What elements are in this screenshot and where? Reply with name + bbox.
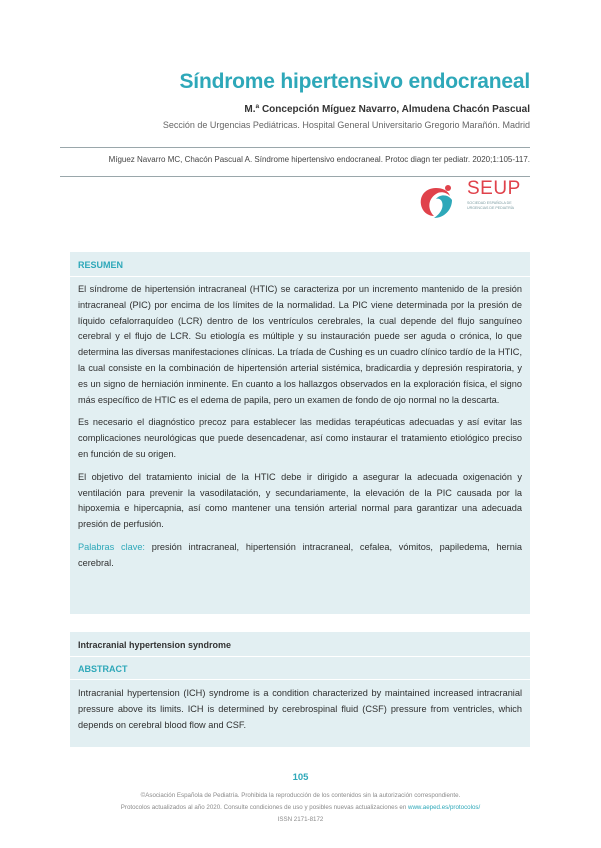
- abstract-heading: ABSTRACT: [70, 657, 530, 680]
- abstract-paragraph: Intracranial hypertension (ICH) syndrome is a condition characterized by maintained increased intracranial pressure above its limits. ICH is determined by cerebrospinal fluid (CSF) pressure from ventricles, which depends on cerebral blood flow and CSF.: [78, 688, 522, 730]
- affiliation: Sección de Urgencias Pediátricas. Hospital General Universitario Gregorio Marañón. Madrid: [162, 120, 530, 130]
- footer-issn: ISSN 2171-8172: [277, 816, 324, 823]
- logo-text: SEUP: [467, 178, 521, 199]
- keywords-list: presión intracraneal, hipertensión intracraneal, cefalea, vómitos, papiledema, hernia cerebral.: [78, 541, 522, 568]
- resumen-paragraph: El síndrome de hipertensión intracraneal (HTIC) se caracteriza por un incremento mantenido de la presión intracraneal (PIC) por encima de los límites de la normalidad. La PIC viene determinada por la presión de líquido cefalorraquídeo (LCR) dentro de los ventrículos cerebrales, la cual depende del flujo sanguíneo cerebral y el flujo de LCR. Su etiología es múltiple y su instauración puede ser aguda o crónica, lo que determina las diversas manifestaciones clínicas. La tríada de Cushing es un cuadro clínico tardío de la HTIC, la cual consiste en la combinación de hipertensión arterial sistémica, bradicardia y depresión respiratoria, y es un signo de herniación inminente. En cuanto a los hallazgos observados en la exploración física, el signo más específico de HTIC es el edema de papila, pero un examen de fondo de ojo normal no la descarta.: [78, 284, 522, 405]
- resumen-panel: [70, 252, 530, 614]
- logo-tagline: SOCIEDAD ESPAÑOLA DE URGENCIAS DE PEDIATRÍA: [467, 201, 515, 210]
- footer-note-text: Protocolos actualizados al año 2020. Consulte condiciones de uso y posibles nuevas actualizaciones en: [120, 804, 407, 811]
- footer-copyright: ©Asociación Española de Pediatría. Prohibida la reproducción de los contenidos sin la autorización correspondiente.: [140, 792, 461, 799]
- citation: Míguez Navarro MC, Chacón Pascual A. Síndrome hipertensivo endocraneal. Protoc diagn ter pediatr. 2020;1:105-117.: [108, 155, 530, 164]
- authors: M.ª Concepción Míguez Navarro, Almudena Chacón Pascual: [244, 104, 530, 115]
- footer-note: [0, 804, 601, 811]
- abstract-panel: [70, 632, 530, 747]
- abstract-title: Intracranial hypertension syndrome: [70, 632, 530, 657]
- divider-bottom: [60, 176, 530, 177]
- keywords-label: Palabras clave:: [78, 541, 145, 552]
- resumen-heading: RESUMEN: [70, 252, 530, 277]
- page-title: Síndrome hipertensivo endocraneal: [179, 70, 530, 93]
- divider-top: [60, 147, 530, 148]
- page-number: 105: [292, 772, 309, 783]
- resumen-paragraph: El objetivo del tratamiento inicial de la HTIC debe ir dirigido a asegurar la adecuada oxigenación y ventilación para prevenir la vasodilatación, y secundariamente, la elevación de la PIC causada por la hipoxemia e hipercapnia, así como mantener una tensión arterial normal para garantizar una adecuada presión de perfusión.: [78, 471, 522, 530]
- footer-link[interactable]: www.aeped.es/protocolos/: [408, 804, 481, 811]
- resumen-paragraph: Es necesario el diagnóstico precoz para establecer las medidas terapéuticas adecuadas y así evitar las complicaciones neurológicas que puede desencadenar, así como instaurar el tratamiento etiológico preciso en función de su origen.: [78, 417, 522, 459]
- keywords: [78, 540, 522, 572]
